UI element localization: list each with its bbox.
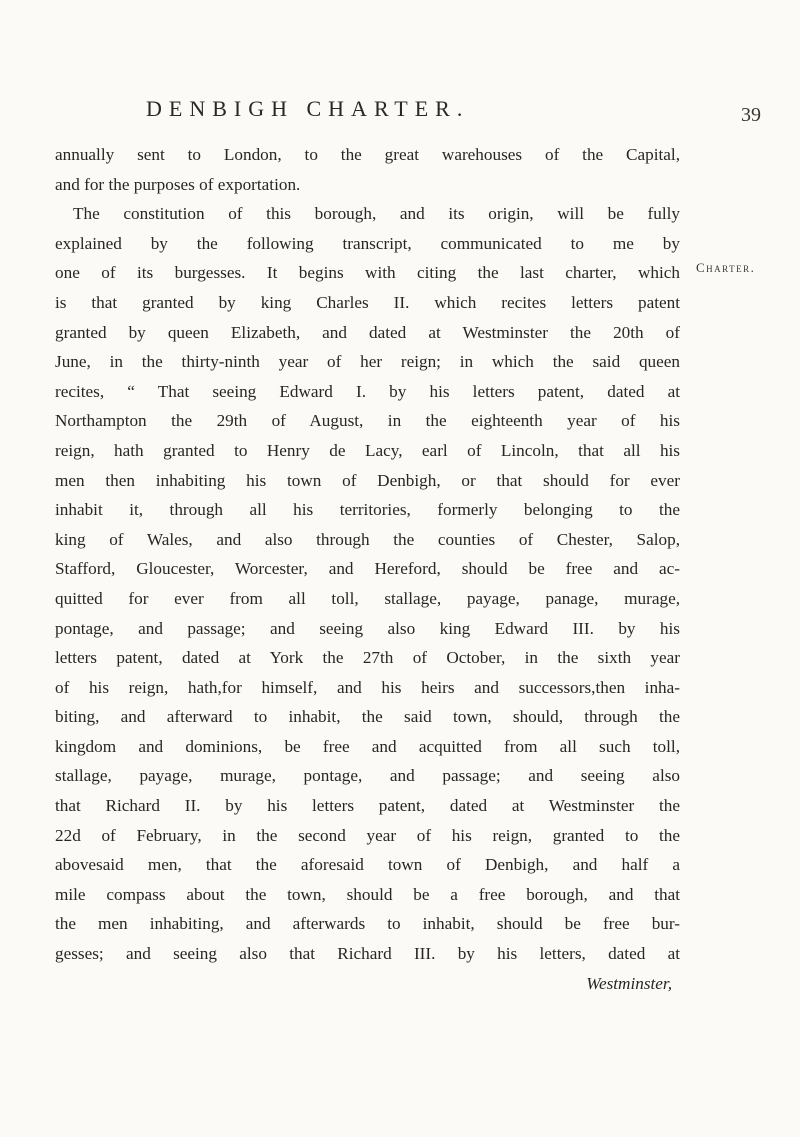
text-line: the men inhabiting, and afterwards to inhabit, should be free bur- bbox=[55, 914, 680, 934]
text-line: recites, “ That seeing Edward I. by his letters patent, dated at bbox=[55, 381, 680, 401]
catchword-line bbox=[55, 969, 680, 999]
text-line: June, in the thirty-ninth year of her reign; in which the said queen bbox=[55, 352, 680, 372]
paragraph-start-line: The constitution of this borough, and its origin, will be fully bbox=[73, 204, 680, 224]
text-line: abovesaid men, that the aforesaid town of Denbigh, and half a bbox=[55, 855, 680, 875]
text-line: letters patent, dated at York the 27th of October, in the sixth year bbox=[55, 648, 680, 668]
text-line: granted by queen Elizabeth, and dated at Westminster the 20th of bbox=[55, 322, 680, 342]
text-line: 22d of February, in the second year of his reign, granted to the bbox=[55, 825, 680, 845]
text-line: mile compass about the town, should be a free borough, and that bbox=[55, 884, 680, 904]
text-line: is that granted by king Charles II. which recites letters patent bbox=[55, 292, 680, 312]
text-line: of his reign, hath,for himself, and his heirs and successors,then inha- bbox=[55, 677, 680, 697]
body-text bbox=[55, 140, 680, 998]
running-title: DENBIGH CHARTER. bbox=[146, 96, 470, 121]
text-line: quitted for ever from all toll, stallage, payage, panage, murage, bbox=[55, 588, 680, 608]
page-number: 39 bbox=[741, 104, 761, 126]
text-line: reign, hath granted to Henry de Lacy, earl of Lincoln, that all his bbox=[55, 440, 680, 460]
text-line: king of Wales, and also through the counties of Chester, Salop, bbox=[55, 529, 680, 549]
catchword: Westminster, bbox=[586, 973, 672, 993]
text-line: and for the purposes of exportation. bbox=[55, 174, 301, 194]
text-line: men then inhabiting his town of Denbigh, or that should for ever bbox=[55, 470, 680, 490]
margin-note: Charter. bbox=[696, 260, 756, 275]
text-line: biting, and afterward to inhabit, the said town, should, through the bbox=[55, 707, 680, 727]
text-line: Stafford, Gloucester, Worcester, and Hereford, should be free and ac- bbox=[55, 559, 680, 579]
text-line: one of its burgesses. It begins with citing the last charter, which bbox=[55, 263, 680, 283]
text-line: kingdom and dominions, be free and acquitted from all such toll, bbox=[55, 736, 680, 756]
text-line: inhabit it, through all his territories, formerly belonging to the bbox=[55, 500, 680, 520]
text-line: stallage, payage, murage, pontage, and passage; and seeing also bbox=[55, 766, 680, 786]
text-line: that Richard II. by his letters patent, dated at Westminster the bbox=[55, 796, 680, 816]
text-line: Northampton the 29th of August, in the eighteenth year of his bbox=[55, 411, 680, 431]
text-line: pontage, and passage; and seeing also king Edward III. by his bbox=[55, 618, 680, 638]
text-line: explained by the following transcript, communicated to me by bbox=[55, 233, 680, 253]
text-line: annually sent to London, to the great warehouses of the Capital, bbox=[55, 145, 680, 164]
text-line: gesses; and seeing also that Richard III. by his letters, dated at bbox=[55, 944, 680, 964]
